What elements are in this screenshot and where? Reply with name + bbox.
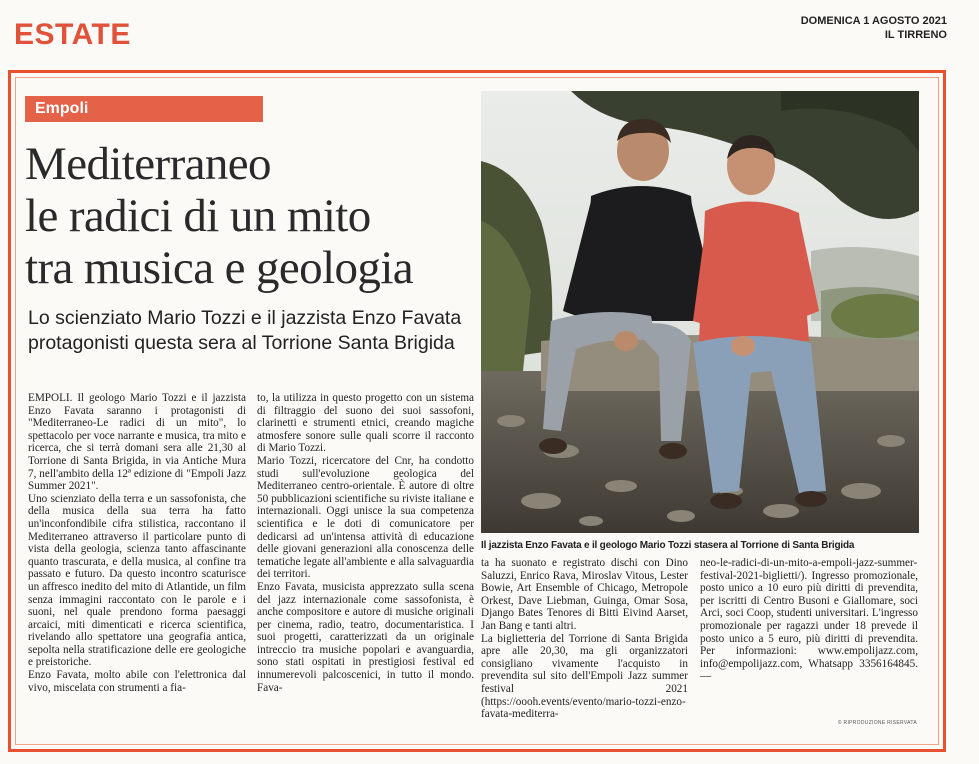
paragraph: Uno scienziato della terra e un sassofonista, che della musica della sua terra ha fatto un'inconfondibile cifra stilistica, raccontano il Mediterraneo attraverso il particolare punto di vista della geologia, scienza tanto affascinante quanto trascurata, e della musica, al confine tra passato e futuro. Da questo incontro scaturisce un affresco inedito del mito di Atlantide, un film senza immagini raccontato con le parole e i suoni, nel quale prendono forma paesaggi arcaici, miti dimenticati e ricerca scientifica, rivelando allo spettatore una geografia antica, sepolta nella stratificazione delle ere geologiche e preistoriche. [28, 492, 246, 669]
section-title: ESTATE [14, 18, 131, 51]
paragraph: Enzo Favata, musicista apprezzato sulla scena del jazz internazionale come sassofonista, è anche compositore e autore di musiche originali per cinema, radio, teatro, documentaristica. I suoi progetti, caratterizzati da un originale intreccio tra musiche popolari e avanguardia, sono stati ospitati in prestigiosi festival ed innumerevoli palcoscenici, in tutto il mondo. Fava- [257, 580, 474, 694]
page-header [801, 14, 947, 42]
paragraph: to, la utilizza in questo progetto con un sistema di filtraggio del suono dei suoi sassofoni, clarinetti e strumenti etnici, creando magiche atmosfere sonore sulle quali scorre il racconto di Mario Tozzi. [257, 392, 474, 455]
copyright-note: © RIPRODUZIONE RISERVATA [837, 720, 917, 726]
paragraph: La biglietteria del Torrione di Santa Brigida apre alle 20,30, ma gli organizzatori consigliano vivamente l'acquisto in prevendita sul sito dell'Empoli Jazz summer festival 2021 (https://oooh.events/evento/mario-tozzi-enzo-favata-mediterra- [481, 632, 688, 721]
photo-caption: Il jazzista Enzo Favata e il geologo Mario Tozzi stasera al Torrione di Santa Brigida [481, 540, 855, 551]
headline-line: Mediterraneo [25, 138, 271, 190]
article-photo [481, 91, 919, 533]
paragraph: Mario Tozzi, ricercatore del Cnr, ha condotto studi sull'evoluzione geologica del Mediterraneo centro-orientale. È autore di oltre 50 pubblicazioni scientifiche su riviste italiane e internazionali. Oggi unisce la sua competenza scientifica e le doti di comunicatore per dedicarsi ad un'intensa attività di educazione delle giovani generazioni alla conoscenza delle tematiche legate all'ambiente e alla salvaguardia dei territori. [257, 454, 474, 581]
photo-illustration [481, 91, 919, 533]
subheadline-line: protagonisti questa sera al Torrione Santa Brigida [28, 332, 455, 354]
subheadline [28, 306, 478, 356]
subheadline-line: Lo scienziato Mario Tozzi e il jazzista Enzo Favata [28, 307, 462, 329]
body-column-3 [481, 557, 688, 721]
headline-line: le radici di un mito [25, 190, 371, 242]
paragraph: EMPOLI. Il geologo Mario Tozzi e il jazzista Enzo Favata saranno i protagonisti di "Mediterraneo-Le radici di un mito", lo spettacolo per voce narrante e musica, tra mito e ricerca, che si terrà domani sera alle 21,30 al Torrione di Santa Brigida, in via Antiche Mura 7, nell'ambito della 12ª edizione di "Empoli Jazz Summer 2021". [28, 392, 246, 493]
paragraph: ta ha suonato e registrato dischi con Dino Saluzzi, Enrico Rava, Miroslav Vitous, Lester Bowie, Art Ensemble of Chicago, Metropole Orkest, Dave Liebman, Guinga, Omar Sosa, Django Bates Tenores di Bitti Eivind Aarset, Jan Bang e tanti altri. [481, 557, 688, 632]
headline-line: tra musica e geologia [25, 242, 414, 294]
paragraph: neo-le-radici-di-un-mito-a-empoli-jazz-summer-festival-2021-biglietti/). Ingresso promozionale, posto unico a 10 euro più diritti di prevendita, per iscritti di Centro Busoni e Giallomare, soci Arci, soci Coop, studenti universitari. L'ingresso promozionale per ragazzi under 18 prevede il posto unico a 5 euro, più diritti di prevendita. Per informazioni: www.empolijazz.com, info@empolijazz.com, Whatsapp 3356164845. — [700, 557, 918, 683]
paragraph: Enzo Favata, molto abile con l'elettronica dal vivo, miscelata con strumenti a fia- [28, 669, 246, 694]
body-column-4 [700, 557, 918, 683]
article-kicker: Empoli [25, 96, 263, 122]
body-column-2 [257, 392, 474, 694]
issue-date: DOMENICA 1 AGOSTO 2021 [800, 15, 947, 27]
headline [25, 138, 475, 294]
newspaper-name: IL TIRRENO [884, 29, 947, 41]
body-column-1 [28, 392, 246, 694]
